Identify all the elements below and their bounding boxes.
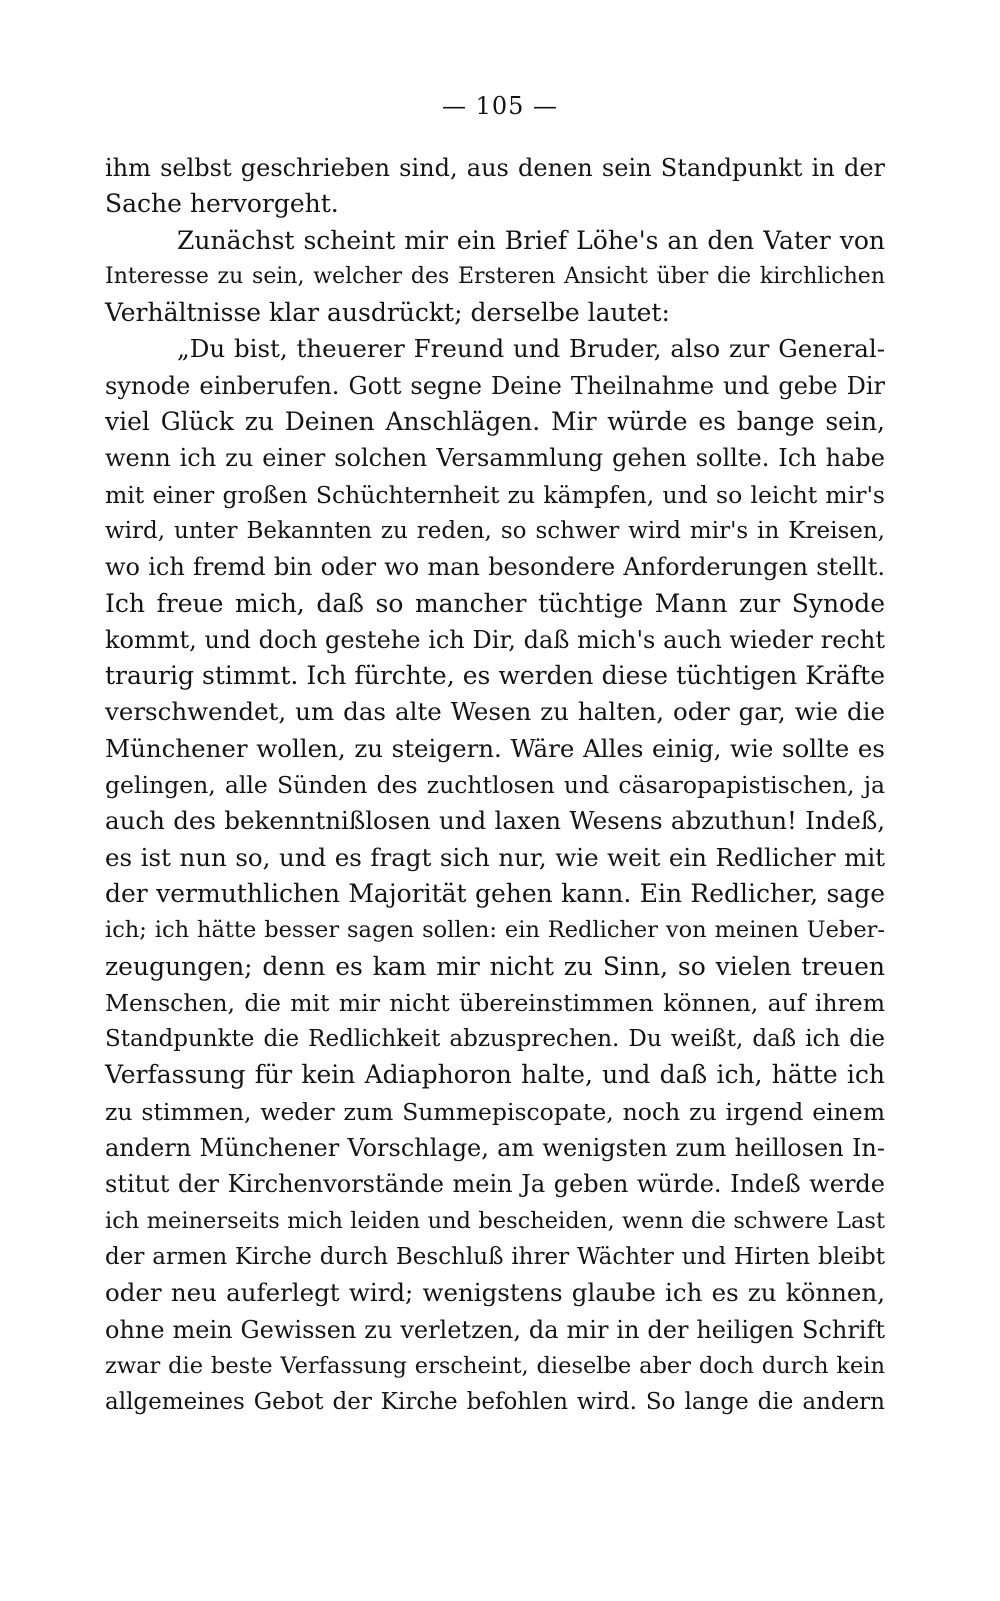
text-line: Zunächst scheint mir ein Brief Löhe's an den Vater von: [177, 225, 885, 255]
page-number: — 105 —: [441, 92, 559, 120]
text-line: traurig stimmt. Ich fürchte, es werden diese tüchtigen Kräfte: [105, 661, 885, 691]
text-line: wird, unter Bekannten zu reden, so schwer wird mir's in Kreisen,: [105, 517, 885, 544]
text-line: ich; ich hätte besser sagen sollen: ein Redlicher von meinen Ueber-: [105, 917, 885, 944]
text-line: zeugungen; denn es kam mir nicht zu Sinn, so vielen treuen: [105, 951, 885, 981]
text-line: gelingen, alle Sünden des zuchtlosen und cäsaropapistischen, ja: [105, 771, 885, 800]
text-line: oder neu auferlegt wird; wenigstens glaube ich es zu können,: [105, 1278, 885, 1308]
text-line: ihm selbst geschrieben sind, aus denen sein Standpunkt in der: [105, 154, 885, 182]
text-line: Menschen, die mit mir nicht übereinstimmen können, auf ihrem: [105, 988, 885, 1017]
text-line: Verfassung für kein Adiaphoron halte, und daß ich, hätte ich: [105, 1060, 885, 1090]
text-line: zu stimmen, weder zum Summepiscopate, noch zu irgend einem: [105, 1097, 885, 1126]
text-line: Standpunkte die Redlichkeit abzusprechen. Du weißt, daß ich die: [105, 1026, 885, 1053]
text-line: der armen Kirche durch Beschluß ihrer Wächter und Hirten bleibt: [105, 1243, 885, 1270]
text-line: Münchener wollen, zu steigern. Wäre Alles einig, wie sollte es: [105, 733, 885, 763]
text-line: ich meinerseits mich leiden und bescheiden, wenn die schwere Last: [105, 1207, 885, 1234]
text-line: wo ich fremd bin oder wo man besondere Anforderungen stellt.: [105, 553, 885, 582]
text-line: synode einberufen. Gott segne Deine Theilnahme und gebe Dir: [105, 371, 885, 400]
text-line: Verhältnisse klar ausdrückt; derselbe lautet:: [105, 298, 670, 328]
text-line: kommt, und doch gestehe ich Dir, daß mich's auch wieder recht: [105, 625, 885, 654]
text-line: „Du bist, theuerer Freund und Bruder, also zur General-: [177, 334, 885, 364]
text-line: mit einer großen Schüchternheit zu kämpfen, und so leicht mir's: [105, 480, 885, 509]
text-line: stitut der Kirchenvorstände mein Ja geben würde. Indeß werde: [105, 1170, 885, 1199]
text-line: ohne mein Gewissen zu verletzen, da mir in der heiligen Schrift: [105, 1315, 885, 1344]
text-line: wenn ich zu einer solchen Versammlung gehen sollte. Ich habe: [105, 444, 885, 473]
text-line: andern Münchener Vorschlage, am wenigsten zum heillosen In-: [105, 1134, 885, 1163]
text-line: Interesse zu sein, welcher des Ersteren Ansicht über die kirchlichen: [105, 263, 885, 289]
text-line: allgemeines Gebot der Kirche befohlen wird. So lange die andern: [105, 1389, 885, 1416]
text-line: viel Glück zu Deinen Anschlägen. Mir würde es bange sein,: [105, 407, 885, 437]
text-line: Sache hervorgeht.: [105, 189, 339, 219]
text-line: Ich freue mich, daß so mancher tüchtige Mann zur Synode: [105, 588, 885, 618]
text-line: auch des bekenntnißlosen und laxen Wesens abzuthun! Indeß,: [105, 806, 885, 836]
text-line: der vermuthlichen Majorität gehen kann. Ein Redlicher, sage: [105, 878, 885, 908]
body-text: [105, 150, 885, 1420]
text-line: zwar die beste Verfassung erscheint, dieselbe aber doch durch kein: [105, 1352, 885, 1379]
text-line: es ist nun so, und es fragt sich nur, wie weit ein Redlicher mit: [105, 842, 885, 872]
text-line: verschwendet, um das alte Wesen zu halten, oder gar, wie die: [105, 697, 885, 727]
